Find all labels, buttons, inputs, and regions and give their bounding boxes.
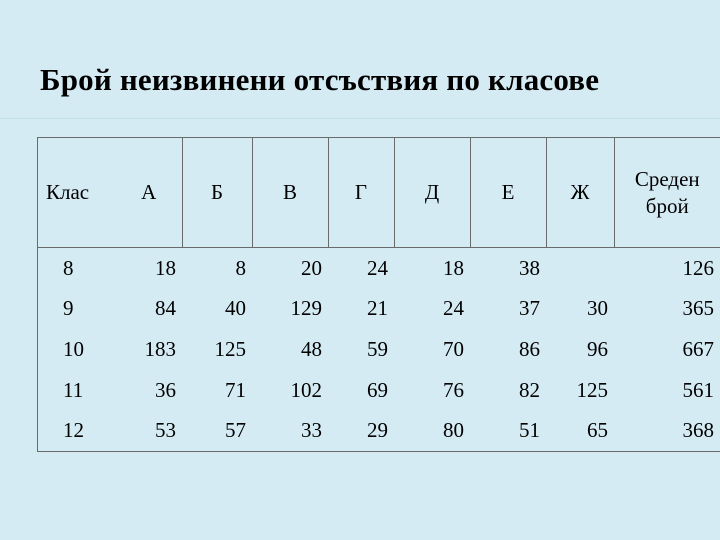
cell-class: 9: [63, 296, 74, 321]
title-divider: [0, 118, 720, 119]
cell: 183: [144, 336, 176, 361]
cell: 24: [367, 255, 388, 280]
cell: 36: [155, 377, 176, 402]
cell: 48: [301, 336, 322, 361]
header-average: [614, 138, 720, 248]
cell: 24: [443, 296, 464, 321]
cell: 96: [587, 336, 608, 361]
cell: 40: [225, 296, 246, 321]
cell: 18: [443, 255, 464, 280]
cell: 37: [519, 296, 540, 321]
table-row: [38, 289, 720, 330]
cell-class: 12: [63, 418, 84, 443]
header-average-label: Среден брой: [634, 166, 700, 218]
cell-average: 667: [682, 336, 714, 361]
absences-table-frame: [37, 137, 720, 452]
cell: 125: [214, 336, 246, 361]
header-col-b: Б: [182, 138, 252, 248]
header-col-g: Г: [328, 138, 394, 248]
cell: 20: [301, 255, 322, 280]
cell: 18: [155, 255, 176, 280]
cell: 76: [443, 377, 464, 402]
cell: 8: [235, 255, 246, 280]
cell-average: 365: [682, 296, 714, 321]
cell: 65: [587, 418, 608, 443]
cell: 129: [290, 296, 322, 321]
cell: 102: [290, 377, 322, 402]
table-row: [38, 370, 720, 411]
cell-average: 561: [682, 377, 714, 402]
table-row: [38, 248, 720, 289]
cell: 53: [155, 418, 176, 443]
cell: [546, 248, 614, 289]
cell-average: 368: [682, 418, 714, 443]
cell: 82: [519, 377, 540, 402]
cell: 70: [443, 336, 464, 361]
cell: 80: [443, 418, 464, 443]
absences-table: [38, 138, 720, 451]
header-col-zh: Ж: [546, 138, 614, 248]
cell: 59: [367, 336, 388, 361]
cell-class: 10: [63, 336, 84, 361]
header-col-v: В: [252, 138, 328, 248]
cell: 29: [367, 418, 388, 443]
cell: 21: [367, 296, 388, 321]
cell: 57: [225, 418, 246, 443]
header-class: Клас: [38, 138, 116, 248]
cell: 38: [519, 255, 540, 280]
cell: 51: [519, 418, 540, 443]
table-header-row: [38, 138, 720, 248]
slide-title: Брой неизвинени отсъствия по класове: [40, 62, 600, 97]
cell: 71: [225, 377, 246, 402]
header-col-d: Д: [394, 138, 470, 248]
cell: 69: [367, 377, 388, 402]
cell-class: 11: [63, 377, 84, 402]
table-row: [38, 329, 720, 370]
cell: 86: [519, 336, 540, 361]
cell: 33: [301, 418, 322, 443]
header-col-a: А: [116, 138, 182, 248]
cell: 84: [155, 296, 176, 321]
header-col-e: Е: [470, 138, 546, 248]
table-row: [38, 410, 720, 451]
cell-class: 8: [63, 255, 74, 280]
cell: 125: [576, 377, 608, 402]
cell: 30: [587, 296, 608, 321]
cell-average: 126: [682, 255, 714, 280]
